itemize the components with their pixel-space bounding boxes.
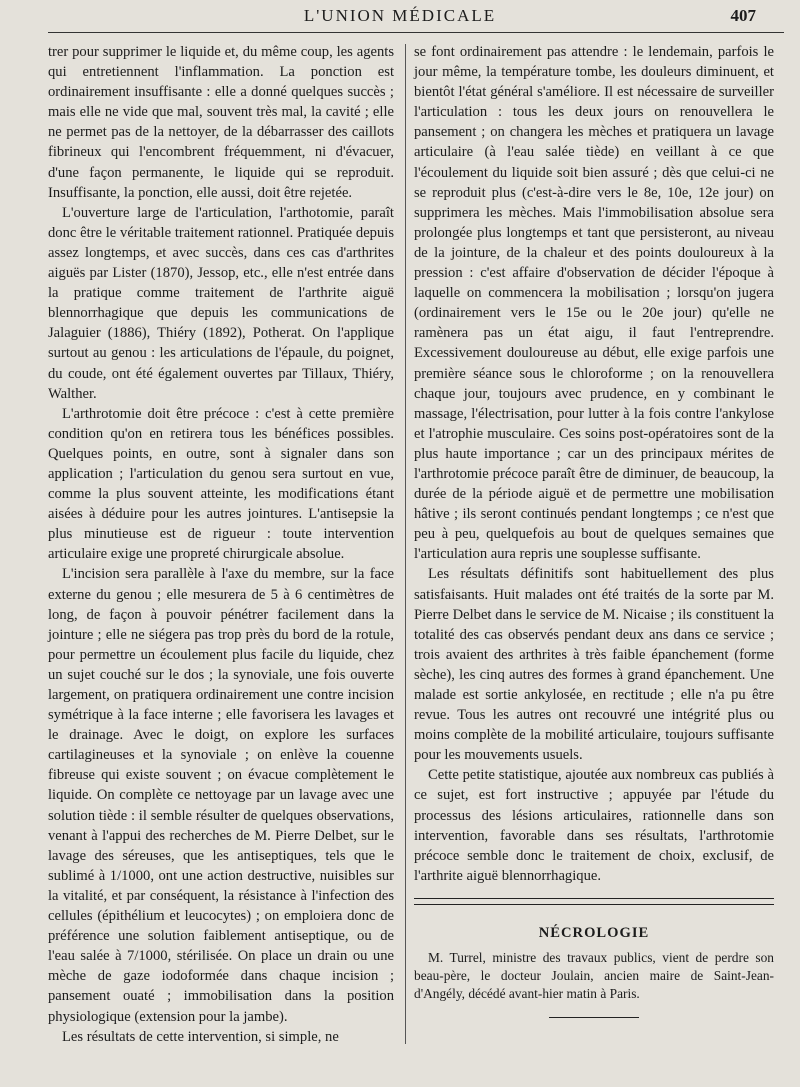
paragraph: Cette petite statistique, ajoutée aux nombreux cas publiés à ce sujet, est fort instructive ; appuyée par l'étude du processus des lésions articulaires, rationnelle dans son intervention, favorable dans ses résultats, l'arthrotomie précoce semble donc le traitement de choix, exclusif, de l'arthrite aiguë blennorrhagique. [414, 767, 774, 884]
paragraph: trer pour supprimer le liquide et, du même coup, les agents qui entretiennent l'inflammation. La ponction est ordinairement insuffisante : elle a donné quelques succès ; mais elle ne vide que mal, souvent très mal, la cavité ; elle ne permet pas de la nettoyer, de la débarrasser des caillots fibrineux qui l'encombrent fréquemment, ni d'évacuer, d'une façon permanente, le liquide qui se reproduit. Insuffisante, la ponction, elle aussi, doit être rejetée. [48, 44, 394, 201]
paragraph: L'incision sera parallèle à l'axe du membre, sur la face externe du genou ; elle mesurera de 5 à 6 centimètres de long, de façon à pouvoir pénétrer facilement dans la jointure ; elle ne siégera pas trop près du bord de la rotule, pour permettre un écoulement plus facile du liquide, chez un sujet couché sur le dos ; la synoviale, une fois ouverte largement, on pratiquera ordinairement une contre incision symétrique à la face interne ; elle favorisera les lavages et le drainage. Avec le doigt, on explore les surfaces cartilagineuses et la synoviale ; on enlève la couenne fibreuse qui existe souvent ; on évacue complètement le liquide. On complète ce nettoyage par un lavage avec une solution tiède : il semble résulter de quelques observations, venant à l'appui des recherches de M. Pierre Delbet, sur le lavage des séreuses, que les antiseptiques, tels que le sublimé à 1/1000, ont une action destructive, nuisibles sur la vitalité, et par conséquent, la résistance à l'infection des cellules (épithélium et leucocytes) ; on emploiera donc de préférence une solution faiblement antiseptique, ou de l'eau salée à 7/1000, stérilisée. On place un drain ou une mèche de gaze iodoformée dans chaque incision ; pansement ouaté ; immobilisation dans la position physiologique (extension pour la jambe). [48, 566, 394, 1025]
header-rule [48, 32, 784, 33]
page-number: 407 [730, 6, 756, 25]
column-divider [405, 44, 406, 1044]
paragraph: L'ouverture large de l'articulation, l'arthotomie, paraît donc être le véritable traitement rationnel. Pratiquée depuis assez longtemps, et avec succès, dans ces cas d'arthrites aiguës par Lister (1870), Jessop, etc., elle n'est entrée dans la pratique comme traitement de l'arthrite aiguë blennorrhagique que depuis les communications de Jalaguier (1886), Thiéry (1892), Potherat. On l'applique surtout au genou : les articulations de l'épaule, du poignet, du coude, ont été également ouvertes par Tillaux, Thiéry, Walther. [48, 204, 394, 402]
end-rule [549, 1017, 639, 1018]
left-column [48, 42, 394, 1047]
paragraph: Les résultats définitifs sont habituellement des plus satisfaisants. Huit malades ont été traités de la sorte par M. Pierre Delbet dans le service de M. Nicaise ; ils constituent la totalité des cas observés pendant deux ans dans ce service ; trois avaient des arthrites à très faible épanchement (forme sèche), les cinq autres des formes à grand épanchement. Une malade est sortie ankylosée, en rectitude ; elle n'a pu être revue. Tous les autres ont recouvré une intégrité plus ou moins complète de la mobilité articulaire, toujours suffisante pour les mouvements usuels. [414, 566, 774, 764]
section-double-rule [414, 898, 774, 905]
necrologie-heading: NÉCROLOGIE [538, 924, 650, 941]
running-head [0, 6, 800, 30]
paragraph: Les résultats de cette intervention, si simple, ne [62, 1028, 339, 1045]
necrologie-text: M. Turrel, ministre des travaux publics, vient de perdre son beau-père, le docteur Joulain, ancien maire de Saint-Jean-d'Angély, décédé avant-hier matin à Paris. [414, 950, 774, 1002]
right-column [414, 42, 774, 1018]
journal-title: L'UNION MÉDICALE [303, 6, 497, 25]
paragraph: L'arthrotomie doit être précoce : c'est à cette première condition qu'on en retirera tous les bénéfices possibles. Quelques points, en outre, sont à signaler dans son application ; l'articulation du genou sera surtout en vue, comme la plus souvent atteinte, les modifications étant aisées à déduire pour les autres jointures. L'antisepsie la plus minutieuse est de rigueur : toute intervention articulaire exige une propreté chirurgicale absolue. [48, 405, 394, 563]
paragraph: se font ordinairement pas attendre : le lendemain, parfois le jour même, la température tombe, les douleurs diminuent, et bientôt l'état général s'améliore. Il est nécessaire de surveiller l'articulation : tous les deux jours on renouvellera le pansement ; on changera les mèches et pratiquera un lavage articulaire (à l'eau salée tiède) en veillant à ce que l'écoulement du liquide soit bien assuré ; dès que celui-ci ne se reproduit plus (c'est-à-dire vers le 8e, 10e, 12e jour) on supprimera les mèches. Mais l'immobilisation absolue sera prolongée plus longtemps et tant que persisteront, au niveau de la jointure, de la chaleur et des points douloureux à la pression : c'est affaire d'observation de décider l'époque à laquelle on commencera la mobilisation ; lorsqu'on jugera (ordinairement vers le 15e ou le 20e jour) qu'elle ne ramènera pas un état aigu, il faut l'entreprendre. Excessivement douloureuse au début, elle exige parfois une première séance sous le chloroforme ; on la renouvellera chaque jour, toujours avec prudence, en y combinant le massage, l'électrisation, pour lutter à la fois contre l'ankylose et l'atrophie musculaire. Ces soins post-opératoires sont de la plus haute importance ; car un des principaux mérites de l'arthrotomie précoce paraît être de diminuer, de beaucoup, la durée de la période aiguë et de permettre une mobilisation hâtive ; ils seront continués pendant longtemps ; ce n'est que peu à peu, quelquefois au bout de quelques semaines que l'articulation aura repris une souplesse suffisante. [414, 44, 774, 563]
